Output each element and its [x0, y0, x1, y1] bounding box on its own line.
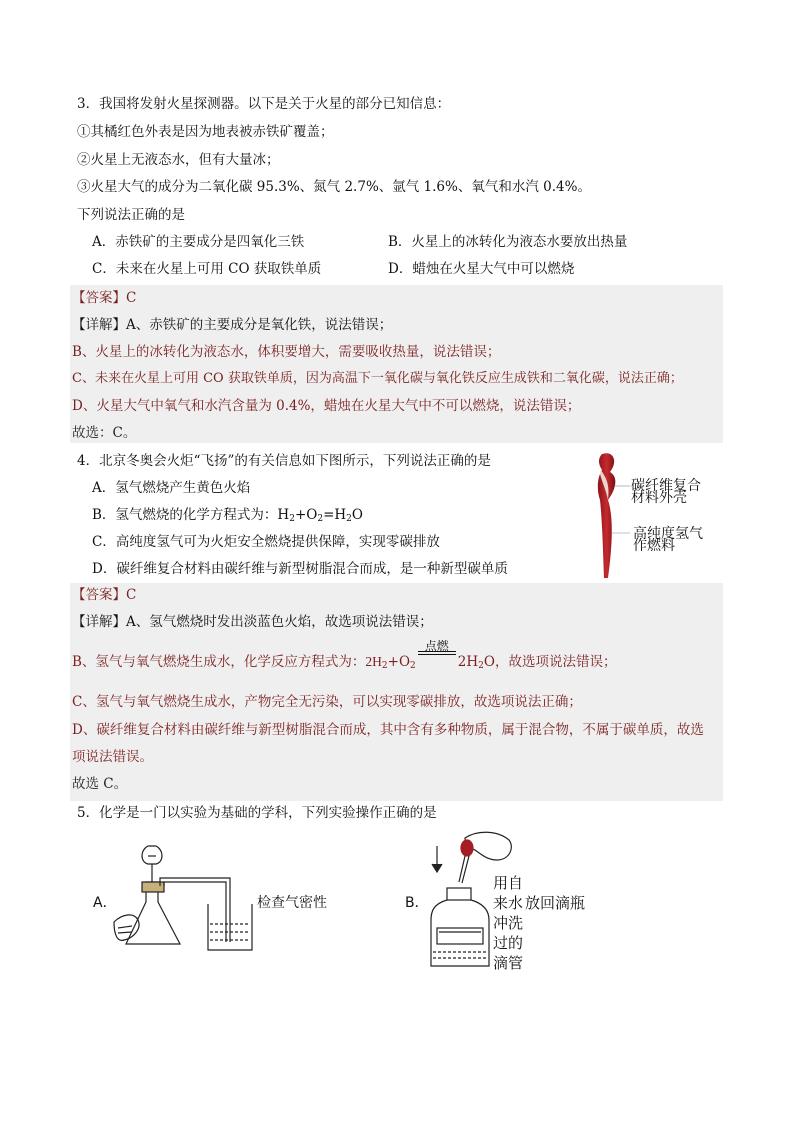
q3-info-2: ②火星上无液态水，但有大量冰；: [77, 152, 280, 168]
q3-option-a: A．赤铁矿的主要成分是四氧化三铁: [92, 234, 305, 250]
q3-question: 下列说法正确的是: [77, 207, 185, 223]
q4-detail-c: C、氢气与氧气燃烧生成水，产物完全无污染，可以实现零碳排放，故选项说法正确；: [72, 694, 582, 710]
q3-info-3: ③火星大气的成分为二氧化碳 95.3%、氮气 2.7%、氩气 1.6%、氧气和水汽 0.4%。: [77, 179, 591, 195]
q4-answer: 【答案】C: [72, 587, 137, 603]
q3-option-d: D．蜡烛在火星大气中可以燃烧: [388, 261, 575, 277]
q4-detail-a: 【详解】A、氢气燃烧时发出淡蓝色火焰，故选项说法错误；: [72, 614, 433, 630]
q3-option-b: B．火星上的冰转化为液态水要放出热量: [388, 234, 628, 250]
q3-choice: 故选：C。: [72, 425, 137, 441]
q4-option-d: D．碳纤维复合材料由碳纤维与新型树脂混合而成，是一种新型碳单质: [92, 561, 508, 577]
q3-detail-a: 【详解】A、赤铁矿的主要成分是氧化铁，说法错误；: [72, 317, 393, 333]
torch-label-fuel: 高纯度氢气 作燃料: [633, 526, 703, 554]
q5-option-b-side-text: 放回滴瓶: [525, 894, 586, 912]
q5-option-a-label: A．: [93, 895, 117, 911]
q4-detail-d-line1: D、碳纤维复合材料由碳纤维与新型树脂混合而成，其中含有多种物质，属于混合物，不属于碳单质，故选: [72, 722, 704, 738]
q3-stem: 3．我国将发射火星探测器。以下是关于火星的部分已知信息：: [77, 96, 451, 112]
airtightness-apparatus: [112, 842, 257, 960]
q3-answer: 【答案】C: [72, 290, 137, 306]
q3-detail-c: C、未来在火星上可用 CO 获取铁单质，因为高温下一氧化碳与氧化铁反应生成铁和二氧化碳，说法正确；: [72, 371, 683, 386]
q4-stem: 4．北京冬奥会火炬“飞扬”的有关信息如下图所示，下列说法正确的是: [77, 453, 491, 469]
reaction-condition: 点燃: [424, 639, 449, 653]
q3-option-c: C．未来在火星上可用 CO 获取铁单质: [92, 261, 322, 277]
q4-option-b: B．氢气燃烧的化学方程式为：$H_2+O_2=H_2O$: [92, 507, 363, 524]
q5-option-a-caption: 检查气密性: [257, 895, 327, 911]
q5-stem: 5．化学是一门以实验为基础的学科，下列实验操作正确的是: [77, 805, 437, 821]
q3-answer-band: [70, 285, 723, 443]
q4-detail-b: B、氢气与氧气燃烧生成水，化学反应方程式为：$2H_2+O_2$ 点燃 $2H_2O$，故选项说法错误；: [72, 652, 616, 676]
q5-option-b-text: 用自 来水 冲洗 过的 滴管: [493, 874, 524, 972]
q3-info-1: ①其橘红色外表是因为地表被赤铁矿覆盖；: [77, 124, 334, 140]
torch-figure: [588, 448, 698, 583]
q3-detail-b: B、火星上的冰转化为液态水，体积要增大，需要吸收热量，说法错误；: [72, 344, 501, 360]
torch-label-shell: 碳纤维复合 材料外壳: [631, 478, 701, 506]
q4-choice: 故选 C。: [72, 776, 128, 792]
q4-option-c: C．高纯度氢气可为火炬安全燃烧提供保障，实现零碳排放: [92, 534, 440, 550]
q4-detail-d-line2: 项说法错误。: [72, 749, 153, 765]
q5-option-b-label: B．: [405, 895, 429, 911]
q4-option-a: A．氢气燃烧产生黄色火焰: [92, 480, 251, 496]
q3-detail-d: D、火星大气中氧气和水汽含量为 0.4%，蜡烛在火星大气中不可以燃烧，说法错误；: [72, 398, 581, 414]
